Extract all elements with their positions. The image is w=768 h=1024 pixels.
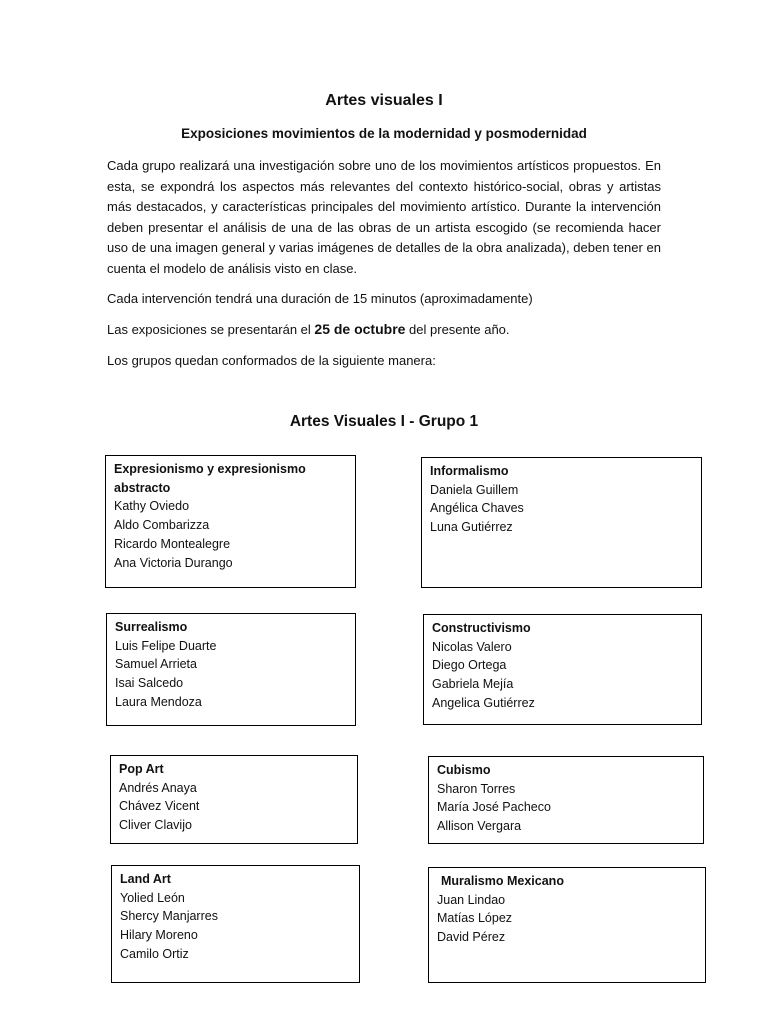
movement-box-muralismo-mexicano <box>428 867 706 983</box>
movement-heading: Land Art <box>120 872 171 886</box>
group-title: Artes Visuales I - Grupo 1 <box>289 413 479 430</box>
member-name: Isai Salcedo <box>115 676 184 691</box>
document-subtitle: Exposiciones movimientos de la modernidad y posmodernidad <box>181 126 587 141</box>
member-name: Aldo Combarizza <box>114 518 210 533</box>
movement-heading: Constructivismo <box>432 621 531 635</box>
member-name: Shercy Manjarres <box>120 909 218 924</box>
movement-box-land-art <box>111 865 360 983</box>
member-name: Luis Felipe Duarte <box>115 638 217 653</box>
member-name: David Pérez <box>437 930 506 945</box>
page-title: Artes visuales I <box>325 92 443 109</box>
member-name: Cliver Clavijo <box>119 818 192 833</box>
movement-heading: Surrealismo <box>115 620 188 634</box>
member-name: Sharon Torres <box>437 781 516 796</box>
movement-box-pop-art <box>110 755 358 844</box>
groups-intro-paragraph: Los grupos quedan conformados de la siguiente manera: <box>107 353 436 368</box>
date-highlight: 25 de octubre <box>314 321 406 337</box>
movement-heading: Informalismo <box>430 464 509 478</box>
member-name: Angélica Chaves <box>430 501 524 516</box>
member-name: Andrés Anaya <box>119 780 197 795</box>
movement-heading: Expresionismo y expresionismo abstracto <box>114 462 306 495</box>
intro-paragraph: Cada grupo realizará una investigación sobre uno de los movimientos artísticos propuestos. En esta, se expondrá los aspectos más relevantes del contexto histórico-social, obras y artistas más destacados, y características principales del movimiento artístico. Durante la intervención deben presentar el análisis de una de las obras de un artista escogido (se recomienda hacer uso de una imagen general y varias imágenes de detalles de la obra analizada), deben tener en cuenta el modelo de análisis visto en clase. <box>107 158 661 276</box>
member-name: Luna Gutiérrez <box>430 520 513 535</box>
member-name: Kathy Oviedo <box>114 499 190 514</box>
member-name: Nicolas Valero <box>432 639 512 654</box>
member-name: Yolied León <box>120 890 185 905</box>
movement-heading: Pop Art <box>119 762 164 776</box>
member-name: Chávez Vicent <box>119 799 200 814</box>
date-paragraph <box>107 320 667 339</box>
duration-paragraph: Cada intervención tendrá una duración de 15 minutos (aproximadamente) <box>107 291 533 306</box>
movement-box-informalismo <box>421 457 702 588</box>
member-name: María José Pacheco <box>437 800 551 815</box>
movement-heading: Cubismo <box>437 763 491 777</box>
member-name: Ana Victoria Durango <box>114 555 233 570</box>
member-name: Diego Ortega <box>432 658 507 673</box>
movement-heading: Muralismo Mexicano <box>441 874 564 888</box>
member-name: Samuel Arrieta <box>115 657 197 672</box>
member-name: Juan Lindao <box>437 892 506 907</box>
member-name: Allison Vergara <box>437 819 522 834</box>
movement-box-expresionismo <box>105 455 356 588</box>
movement-box-constructivismo <box>423 614 702 725</box>
movement-box-cubismo <box>428 756 704 844</box>
date-suffix: del presente año. <box>405 322 510 337</box>
member-name: Ricardo Montealegre <box>114 536 231 551</box>
date-prefix: Las exposiciones se presentarán el <box>107 322 315 337</box>
member-name: Daniela Guillem <box>430 482 519 497</box>
member-name: Matías López <box>437 911 513 926</box>
member-name: Angelica Gutiérrez <box>432 695 535 710</box>
movement-box-surrealismo <box>106 613 356 726</box>
member-name: Hilary Moreno <box>120 928 198 943</box>
member-name: Laura Mendoza <box>115 694 202 709</box>
member-name: Gabriela Mejía <box>432 677 514 692</box>
member-name: Camilo Ortiz <box>120 946 189 961</box>
